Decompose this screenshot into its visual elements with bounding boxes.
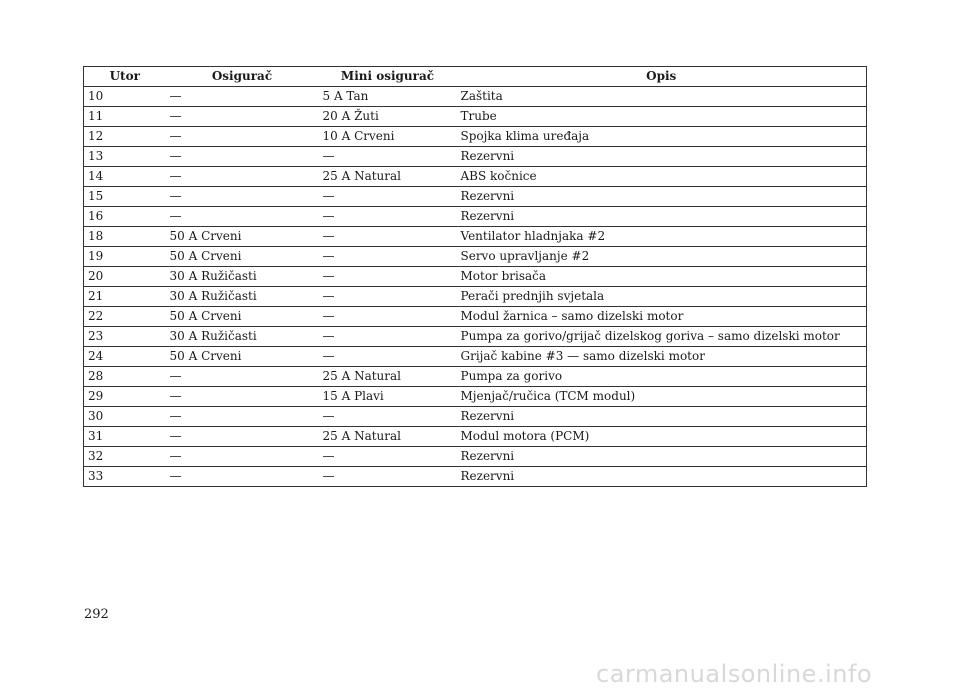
description-cell: Servo upravljanje #2: [457, 247, 867, 267]
table-row: [84, 347, 867, 367]
slot-cell: 16: [84, 207, 166, 227]
description-cell: Rezervni: [457, 187, 867, 207]
description-cell: Rezervni: [457, 207, 867, 227]
table-row: [84, 107, 867, 127]
table-row: [84, 127, 867, 147]
description-cell: Mjenjač/ručica (TCM modul): [457, 387, 867, 407]
table-row: [84, 267, 867, 287]
fuse-cell: —: [166, 407, 319, 427]
mini-fuse-cell: —: [319, 227, 457, 247]
table-row: [84, 247, 867, 267]
header-mini-fuse: Mini osigurač: [319, 67, 457, 87]
slot-cell: 30: [84, 407, 166, 427]
mini-fuse-cell: —: [319, 327, 457, 347]
mini-fuse-cell: —: [319, 467, 457, 487]
slot-cell: 11: [84, 107, 166, 127]
mini-fuse-cell: —: [319, 307, 457, 327]
slot-cell: 18: [84, 227, 166, 247]
table-row: [84, 227, 867, 247]
slot-cell: 19: [84, 247, 166, 267]
table-row: [84, 167, 867, 187]
fuse-cell: —: [166, 367, 319, 387]
table-row: [84, 327, 867, 347]
mini-fuse-cell: —: [319, 187, 457, 207]
table-row: [84, 187, 867, 207]
fuse-table: [83, 66, 867, 487]
mini-fuse-cell: —: [319, 147, 457, 167]
description-cell: Motor brisača: [457, 267, 867, 287]
header-description: Opis: [457, 67, 867, 87]
slot-cell: 10: [84, 87, 166, 107]
mini-fuse-cell: 20 A Žuti: [319, 107, 457, 127]
description-cell: Rezervni: [457, 447, 867, 467]
mini-fuse-cell: 10 A Crveni: [319, 127, 457, 147]
table-row: [84, 287, 867, 307]
header-fuse: Osigurač: [166, 67, 319, 87]
mini-fuse-cell: —: [319, 207, 457, 227]
fuse-cell: —: [166, 127, 319, 147]
fuse-cell: —: [166, 87, 319, 107]
slot-cell: 21: [84, 287, 166, 307]
fuse-cell: 30 A Ružičasti: [166, 287, 319, 307]
description-cell: ABS kočnice: [457, 167, 867, 187]
slot-cell: 15: [84, 187, 166, 207]
fuse-cell: —: [166, 447, 319, 467]
description-cell: Spojka klima uređaja: [457, 127, 867, 147]
mini-fuse-cell: —: [319, 247, 457, 267]
fuse-cell: 50 A Crveni: [166, 227, 319, 247]
description-cell: Pumpa za gorivo: [457, 367, 867, 387]
table-row: [84, 87, 867, 107]
fuse-cell: —: [166, 187, 319, 207]
table-row: [84, 387, 867, 407]
mini-fuse-cell: 15 A Plavi: [319, 387, 457, 407]
mini-fuse-cell: —: [319, 447, 457, 467]
mini-fuse-cell: 25 A Natural: [319, 367, 457, 387]
page-number: 292: [84, 607, 109, 622]
slot-cell: 29: [84, 387, 166, 407]
mini-fuse-cell: 25 A Natural: [319, 427, 457, 447]
fuse-cell: 30 A Ružičasti: [166, 267, 319, 287]
fuse-cell: —: [166, 107, 319, 127]
fuse-cell: 50 A Crveni: [166, 247, 319, 267]
description-cell: Ventilator hladnjaka #2: [457, 227, 867, 247]
mini-fuse-cell: 25 A Natural: [319, 167, 457, 187]
fuse-cell: —: [166, 467, 319, 487]
fuse-cell: 50 A Crveni: [166, 307, 319, 327]
fuse-cell: —: [166, 207, 319, 227]
description-cell: Pumpa za gorivo/grijač dizelskog goriva – samo dizelski motor: [457, 327, 867, 347]
slot-cell: 22: [84, 307, 166, 327]
fuse-cell: —: [166, 427, 319, 447]
slot-cell: 33: [84, 467, 166, 487]
slot-cell: 12: [84, 127, 166, 147]
slot-cell: 20: [84, 267, 166, 287]
fuse-cell: 30 A Ružičasti: [166, 327, 319, 347]
fuse-cell: 50 A Crveni: [166, 347, 319, 367]
slot-cell: 24: [84, 347, 166, 367]
watermark: carmanualsonline.info: [596, 660, 873, 688]
description-cell: Rezervni: [457, 407, 867, 427]
description-cell: Trube: [457, 107, 867, 127]
table-row: [84, 207, 867, 227]
description-cell: Zaštita: [457, 87, 867, 107]
header-slot: Utor: [84, 67, 166, 87]
mini-fuse-cell: —: [319, 287, 457, 307]
description-cell: Perači prednjih svjetala: [457, 287, 867, 307]
description-cell: Rezervni: [457, 467, 867, 487]
slot-cell: 28: [84, 367, 166, 387]
table-body: [84, 87, 867, 487]
table-row: [84, 467, 867, 487]
description-cell: Rezervni: [457, 147, 867, 167]
table-row: [84, 427, 867, 447]
table-header-row: [84, 67, 867, 87]
slot-cell: 14: [84, 167, 166, 187]
mini-fuse-cell: —: [319, 267, 457, 287]
table-row: [84, 307, 867, 327]
table-row: [84, 367, 867, 387]
slot-cell: 23: [84, 327, 166, 347]
slot-cell: 31: [84, 427, 166, 447]
description-cell: Grijač kabine #3 — samo dizelski motor: [457, 347, 867, 367]
fuse-cell: —: [166, 147, 319, 167]
slot-cell: 32: [84, 447, 166, 467]
table-row: [84, 447, 867, 467]
description-cell: Modul žarnica – samo dizelski motor: [457, 307, 867, 327]
fuse-cell: —: [166, 387, 319, 407]
mini-fuse-cell: 5 A Tan: [319, 87, 457, 107]
fuse-cell: —: [166, 167, 319, 187]
table-row: [84, 407, 867, 427]
description-cell: Modul motora (PCM): [457, 427, 867, 447]
slot-cell: 13: [84, 147, 166, 167]
mini-fuse-cell: —: [319, 407, 457, 427]
mini-fuse-cell: —: [319, 347, 457, 367]
table-row: [84, 147, 867, 167]
